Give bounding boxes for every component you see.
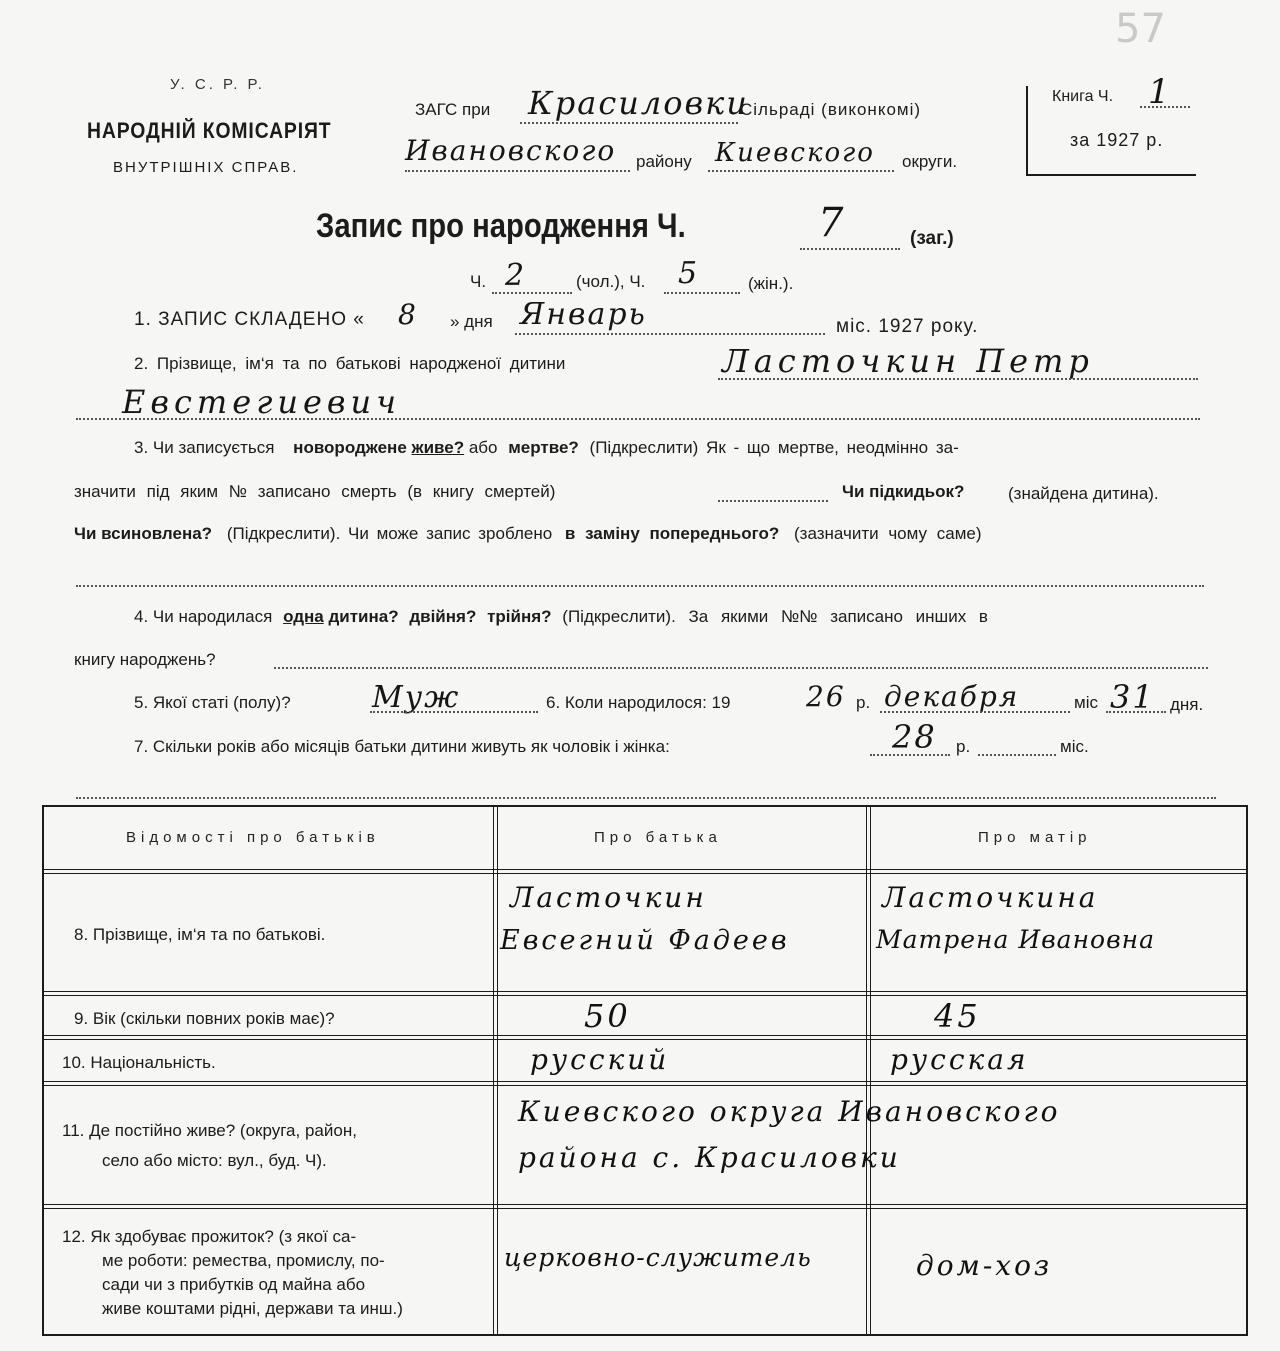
f7-value: 28 — [892, 718, 937, 756]
raion-label: району — [636, 152, 692, 171]
row11-address-line1: Киевского округа Ивановского — [518, 1095, 1061, 1128]
f6-label: 6. Коли народилося: 19 — [546, 693, 731, 712]
parents-table — [42, 805, 1248, 1336]
record-total-label: (заг.) — [910, 228, 954, 249]
f6-mis: міс — [1074, 693, 1098, 712]
male-prefix: Ч. — [470, 272, 487, 291]
raion-name: Ивановского — [405, 134, 617, 167]
okrug-label: округи. — [902, 152, 958, 171]
f3-a: 3. Чи записується — [134, 438, 275, 457]
f7-label: 7. Скільки років або місяців батьки дитини живуть як чоловік і жінка: — [134, 737, 670, 756]
header-parents-info: Відомості про батьків — [126, 829, 380, 846]
row12-label2: ме роботи: ремества, промислу, по- — [102, 1251, 385, 1270]
header-mother: Про матір — [978, 829, 1092, 846]
row11-label: 11. Де постійно живе? (округа, район, — [62, 1121, 357, 1140]
f6-year: 26 — [806, 680, 846, 713]
row12-label3: сади чи з прибутків од майна або — [102, 1275, 366, 1294]
row8-father-name: Евсегний Фадеев — [500, 925, 790, 956]
archive-number: 57 — [1115, 6, 1166, 52]
f4-b: (Підкреслити). За якими №№ записано инших в — [562, 607, 988, 626]
f6-day: 31 — [1110, 678, 1155, 716]
year-line: за 1927 р. — [1070, 130, 1164, 150]
f7-mis: міс. — [1060, 737, 1089, 756]
f3-d: (Підкреслити). Чи може запис зроблено — [226, 524, 553, 543]
book-number: 1 — [1148, 72, 1172, 112]
ussr-label: У. С. Р. Р. — [170, 76, 265, 93]
row10-mother-nationality: русская — [890, 1043, 1029, 1076]
f4-a: 4. Чи народилася — [134, 607, 273, 626]
row9-father-age: 50 — [584, 997, 631, 1035]
f6-month: декабря — [884, 680, 1020, 713]
book-label: Книга Ч. — [1052, 88, 1114, 105]
okrug-name: Киевского — [715, 138, 875, 168]
f4-twins: двійня? — [409, 607, 477, 626]
f1-suffix: міс. 1927 року. — [836, 316, 979, 337]
row12-father-occupation: церковно-служитель — [504, 1243, 812, 1272]
row12-label: 12. Як здобуває прожиток? (з якої са- — [62, 1227, 357, 1246]
f3-b: (Підкреслити) Як - що мертве, неодмінно за- — [589, 438, 959, 457]
f2-name-line2: Евстегиевич — [122, 383, 402, 421]
row9-mother-age: 45 — [934, 997, 981, 1035]
row8-label: 8. Прізвище, ім‘я та по батькові. — [74, 925, 326, 944]
f3-dead: мертве? — [508, 438, 579, 457]
row11-address-line2: района с. Красиловки — [518, 1141, 901, 1174]
female-count: 5 — [678, 256, 700, 291]
male-label: (чол.), Ч. — [576, 272, 646, 291]
f5-label: 5. Якої статі (полу)? — [134, 693, 291, 712]
row10-label: 10. Національність. — [62, 1053, 216, 1072]
f4-line1 — [134, 607, 988, 627]
male-count: 2 — [505, 258, 527, 293]
f3-foundling: Чи підкидьок? — [842, 482, 965, 501]
row8-father-surname: Ласточкин — [510, 881, 707, 914]
f1-mid: » дня — [450, 312, 493, 331]
record-title: Запис про народження Ч. — [316, 207, 686, 245]
f1-month: Январь — [520, 297, 647, 332]
f2-label: 2. Прізвище, ім‘я та по батькові народженої дитини — [134, 354, 566, 373]
f3-c: значити під яким № записано смерть (в книгу смертей) — [74, 482, 556, 501]
f1-day: 8 — [398, 298, 418, 331]
f4-one: одна — [283, 607, 324, 626]
header-father: Про батька — [594, 829, 722, 846]
zags-prefix: ЗАГС при — [415, 100, 491, 119]
f3-line1 — [134, 438, 959, 458]
row8-mother-surname: Ласточкина — [882, 881, 1099, 914]
f4-triplets: трійня? — [487, 607, 552, 626]
row8-mother-name: Матрена Ивановна — [876, 925, 1156, 954]
row10-father-nationality: русский — [530, 1043, 670, 1076]
f3-alive: живе? — [411, 438, 465, 457]
f5-value: Муж — [372, 680, 461, 715]
f6-dnya: дня. — [1170, 695, 1204, 714]
selrada-label: Сільраді (виконкомі) — [740, 100, 922, 119]
f3-newborn: новороджене — [293, 438, 407, 457]
f4-child: дитина? — [328, 607, 399, 626]
f3-replace: в заміну попереднього? — [564, 524, 780, 543]
female-label: (жін.). — [748, 274, 794, 293]
f3-adopted: Чи всиновлена? — [74, 524, 213, 543]
commissariat-title: НАРОДНІЙ КОМІСАРІЯТ — [87, 118, 332, 143]
record-number: 7 — [818, 200, 846, 246]
row12-label4: живе коштами рідні, держави та инш.) — [102, 1299, 403, 1318]
row9-label: 9. Вік (скільки повних років має)? — [74, 1009, 335, 1028]
row12-mother-occupation: дом-хоз — [916, 1249, 1053, 1282]
f7-r: р. — [956, 737, 971, 756]
f3-line3 — [74, 524, 982, 544]
f2-name-line1: Ласточкин Петр — [722, 342, 1094, 380]
f3-or: або — [468, 438, 498, 457]
village-name: Красиловки — [528, 84, 749, 122]
f4-c: книгу народжень? — [74, 650, 216, 669]
internal-affairs-label: ВНУТРІШНІХ СПРАВ. — [113, 159, 299, 176]
f3-e: (зазначити чому саме) — [793, 524, 982, 543]
f3-found-note: (знайдена дитина). — [1008, 484, 1159, 503]
f1-prefix: 1. ЗАПИС СКЛАДЕНО « — [134, 309, 365, 330]
row11-label2: село або місто: вул., буд. Ч). — [102, 1151, 327, 1170]
f6-r: р. — [856, 693, 871, 712]
